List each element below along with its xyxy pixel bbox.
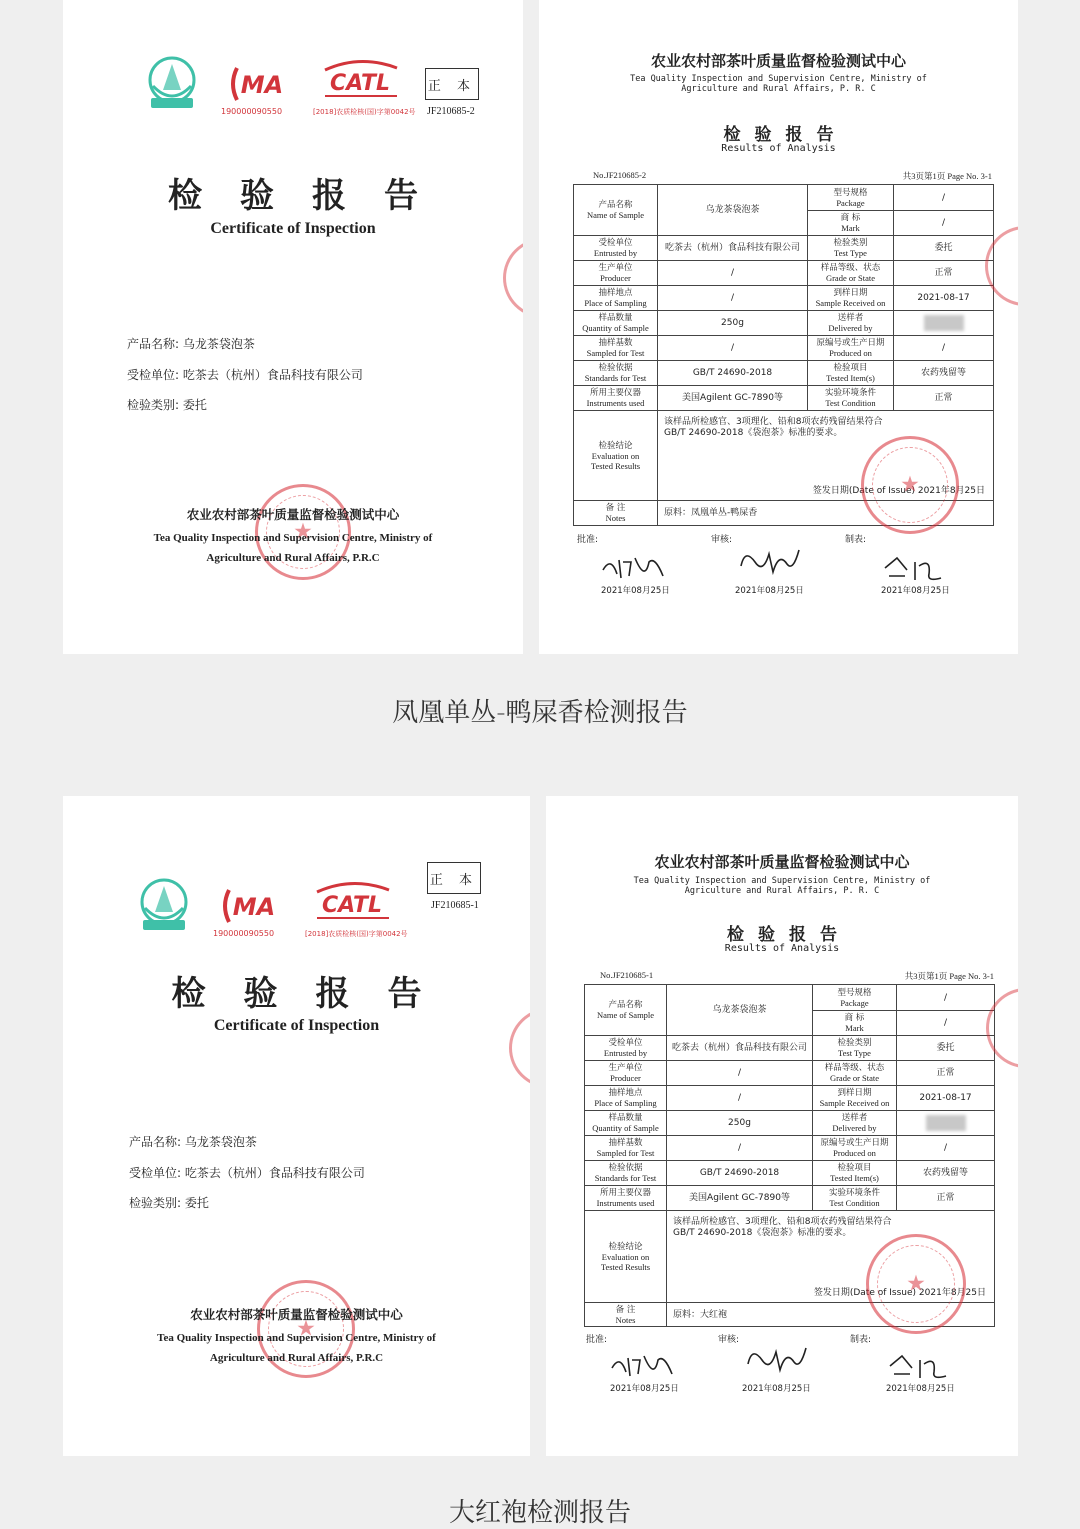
product-name-field: 产品名称: 乌龙茶袋泡茶 <box>129 1135 257 1149</box>
ma-letters: MA <box>240 71 284 99</box>
section-caption: 大红袍检测报告 <box>448 1498 631 1528</box>
report-pages: 共3页第1页 Page No. 3-1 <box>902 171 992 181</box>
value-quantity: 250g <box>658 311 808 336</box>
label-entrusted: 受检单位 Entrusted by <box>574 236 658 261</box>
ma-letters: MA <box>232 893 276 921</box>
signature-icon <box>742 1344 812 1374</box>
report-org-zh: 农业农村部茶叶质量监督检验测试中心 <box>650 52 906 70</box>
label-base: 抽样基数 Sampled for Test <box>574 336 658 361</box>
ma-number: 190000090550 <box>213 929 275 938</box>
report-org-zh: 农业农村部茶叶质量监督检验测试中心 <box>654 853 910 871</box>
label-grade: 样品等级、状态 Grade or State <box>808 261 894 286</box>
label-items: 检验项目 Tested Item(s) <box>808 361 894 386</box>
product-name-field: 产品名称: 乌龙茶袋泡茶 <box>127 337 255 351</box>
label-items: 检验项目 Tested Item(s) <box>813 1161 897 1186</box>
cover-title: 检验报告 <box>168 176 456 216</box>
value-condition: 正常 <box>894 386 994 411</box>
label-instruments: 所用主要仪器 Instruments used <box>585 1186 667 1211</box>
value-base: / <box>658 336 808 361</box>
value-name: 乌龙茶袋泡茶 <box>667 985 813 1036</box>
label-entrusted: 受检单位 Entrusted by <box>585 1036 667 1061</box>
value-package: / <box>894 185 994 211</box>
cover-subtitle: Certificate of Inspection <box>210 220 376 237</box>
signature-icon <box>608 1350 678 1380</box>
label-producer: 生产单位 Producer <box>585 1061 667 1086</box>
label-base: 抽样基数 Sampled for Test <box>585 1136 667 1161</box>
label-mark: 商 标 Mark <box>813 1011 897 1036</box>
test-type-field: 检验类别: 委托 <box>127 398 207 412</box>
report-title: 检验报告 <box>723 125 848 145</box>
label-name: 产品名称 Name of Sample <box>574 185 658 236</box>
label-received: 到样日期 Sample Received on <box>813 1086 897 1111</box>
report-org-en-2: Agriculture and Rural Affairs, P. R. C <box>684 886 880 896</box>
label-delivered: 送样者 Delivered by <box>813 1111 897 1136</box>
cover-page-2 <box>63 796 530 1456</box>
cma-logo-icon <box>227 62 297 106</box>
sign-date-make: 2021年08月25日 <box>881 586 950 596</box>
cover-org-en-1: Tea Quality Inspection and Supervision Centre, Ministry of <box>157 1332 436 1344</box>
conclusion-line-1: 该样品所检感官、3项理化、铅和8项农药残留结果符合 <box>673 1217 892 1227</box>
report-page-2 <box>546 796 1018 1456</box>
cover-page-1 <box>63 0 523 654</box>
catl-logo-icon <box>317 58 403 102</box>
label-produced: 原编号或生产日期 Produced on <box>813 1136 897 1161</box>
report-title-en: Results of Analysis <box>721 143 836 154</box>
value-grade: 正常 <box>894 261 994 286</box>
value-condition: 正常 <box>897 1186 995 1211</box>
sign-label-make: 制表: <box>845 535 867 545</box>
value-produced: / <box>894 336 994 361</box>
label-notes: 备 注 Notes <box>585 1303 667 1327</box>
original-stamp: 正 本 <box>425 68 479 100</box>
agri-quality-logo-icon <box>133 874 195 936</box>
cma-logo-icon <box>219 884 289 928</box>
catl-logo-icon <box>309 880 395 924</box>
report-no: No.JF210685-2 <box>593 170 647 180</box>
label-notes: 备 注 Notes <box>574 501 658 526</box>
entrusted-field: 受检单位: 吃茶去（杭州）食品科技有限公司 <box>127 368 363 382</box>
value-place: / <box>658 286 808 311</box>
report-org-en-1: Tea Quality Inspection and Supervision Centre, Ministry of <box>630 74 927 84</box>
value-package: / <box>897 985 995 1011</box>
value-standard: GB/T 24690-2018 <box>667 1161 813 1186</box>
report-no: No.JF210685-1 <box>600 970 654 980</box>
label-mark: 商 标 Mark <box>808 211 894 236</box>
conclusion-line-2: GB/T 24690-2018《袋泡茶》标准的要求。 <box>664 428 843 438</box>
sign-date-review: 2021年08月25日 <box>742 1384 811 1394</box>
sign-date-approve: 2021年08月25日 <box>610 1384 679 1394</box>
cover-title: 检验报告 <box>171 974 460 1014</box>
sign-date-approve: 2021年08月25日 <box>601 586 670 596</box>
label-package: 型号规格 Package <box>808 185 894 211</box>
value-test-type: 委托 <box>894 236 994 261</box>
label-quantity: 样品数量 Quantity of Sample <box>585 1111 667 1136</box>
cover-subtitle: Certificate of Inspection <box>213 1017 380 1034</box>
value-entrusted: 吃茶去（杭州）食品科技有限公司 <box>667 1036 813 1061</box>
report-number: JF210685-2 <box>427 106 475 117</box>
value-name: 乌龙茶袋泡茶 <box>658 185 808 236</box>
agri-quality-logo-icon <box>141 52 203 114</box>
value-produced: / <box>897 1136 995 1161</box>
report-page-1 <box>539 0 1018 654</box>
label-producer: 生产单位 Producer <box>574 261 658 286</box>
label-place: 抽样地点 Place of Sampling <box>585 1086 667 1111</box>
sign-date-make: 2021年08月25日 <box>886 1384 955 1394</box>
label-evaluation: 检验结论 Evaluation on Tested Results <box>574 411 658 501</box>
value-entrusted: 吃茶去（杭州）食品科技有限公司 <box>658 236 808 261</box>
sign-label-make: 制表: <box>850 1335 872 1345</box>
cover-org-en-2: Agriculture and Rural Affairs, P.R.C <box>209 1352 384 1364</box>
sign-label-approve: 批准: <box>586 1335 608 1345</box>
value-grade: 正常 <box>897 1061 995 1086</box>
cover-org-zh: 农业农村部茶叶质量监督检验测试中心 <box>186 507 400 522</box>
label-package: 型号规格 Package <box>813 985 897 1011</box>
conclusion-line-2: GB/T 24690-2018《袋泡茶》标准的要求。 <box>673 1228 852 1238</box>
label-grade: 样品等级、状态 Grade or State <box>813 1061 897 1086</box>
original-stamp: 正 本 <box>427 862 481 894</box>
label-test-type: 检验类别 Test Type <box>813 1036 897 1061</box>
report-pages: 共3页第1页 Page No. 3-1 <box>904 971 994 981</box>
sign-label-review: 审核: <box>718 1335 740 1345</box>
label-quantity: 样品数量 Quantity of Sample <box>574 311 658 336</box>
sign-label-review: 审核: <box>711 535 733 545</box>
issue-date: 签发日期(Date of Issue) 2021年8月25日 <box>813 1288 986 1298</box>
sign-label-approve: 批准: <box>577 535 599 545</box>
issue-date: 签发日期(Date of Issue) 2021年8月25日 <box>812 486 985 496</box>
label-test-type: 检验类别 Test Type <box>808 236 894 261</box>
value-notes: 原料：凤凰单丛-鸭屎香 <box>658 501 994 526</box>
value-mark: / <box>897 1011 995 1036</box>
label-evaluation: 检验结论 Evaluation on Tested Results <box>585 1211 667 1303</box>
value-base: / <box>667 1136 813 1161</box>
sign-date-review: 2021年08月25日 <box>735 586 804 596</box>
label-condition: 实验环境条件 Test Condition <box>813 1186 897 1211</box>
test-type-field: 检验类别: 委托 <box>129 1196 209 1210</box>
entrusted-field: 受检单位: 吃茶去（杭州）食品科技有限公司 <box>129 1166 365 1180</box>
value-items: 农药残留等 <box>894 361 994 386</box>
label-delivered: 送样者 Delivered by <box>808 311 894 336</box>
catl-number: [2018]农质检核(国)字第0042号 <box>305 930 408 938</box>
value-instruments: 美国Agilent GC-7890等 <box>667 1186 813 1211</box>
signature-icon <box>879 554 949 584</box>
report-title-en: Results of Analysis <box>724 943 840 954</box>
value-delivered-redacted <box>894 311 994 336</box>
conclusion-line-1: 该样品所检感官、3项理化、铅和8项农药残留结果符合 <box>664 417 883 427</box>
label-name: 产品名称 Name of Sample <box>585 985 667 1036</box>
value-standard: GB/T 24690-2018 <box>658 361 808 386</box>
red-seal-icon <box>861 436 959 534</box>
signature-icon <box>599 552 669 582</box>
label-produced: 原编号或生产日期 Produced on <box>808 336 894 361</box>
catl-letters: CATL <box>329 71 391 96</box>
signature-icon <box>735 546 805 576</box>
value-items: 农药残留等 <box>897 1161 995 1186</box>
edge-seal-icon <box>503 238 523 318</box>
signature-icon <box>884 1352 954 1382</box>
label-standard: 检验依据 Standards for Test <box>574 361 658 386</box>
ma-number: 190000090550 <box>221 107 283 116</box>
section-caption: 凤凰单丛-鸭屎香检测报告 <box>392 698 688 728</box>
cover-org-en-2: Agriculture and Rural Affairs, P.R.C <box>206 552 380 564</box>
report-title: 检验报告 <box>727 925 851 945</box>
value-producer: / <box>667 1061 813 1086</box>
label-condition: 实验环境条件 Test Condition <box>808 386 894 411</box>
value-delivered-redacted <box>897 1111 995 1136</box>
value-quantity: 250g <box>667 1111 813 1136</box>
label-instruments: 所用主要仪器 Instruments used <box>574 386 658 411</box>
value-producer: / <box>658 261 808 286</box>
cover-org-en-1: Tea Quality Inspection and Supervision Centre, Ministry of <box>153 532 433 544</box>
report-number: JF210685-1 <box>431 900 479 911</box>
value-received: 2021-08-17 <box>894 286 994 311</box>
value-mark: / <box>894 211 994 236</box>
value-place: / <box>667 1086 813 1111</box>
label-received: 到样日期 Sample Received on <box>808 286 894 311</box>
label-standard: 检验依据 Standards for Test <box>585 1161 667 1186</box>
catl-letters: CATL <box>321 893 383 918</box>
catl-number: [2018]农质检核(国)字第0042号 <box>313 108 416 116</box>
report-org-en-1: Tea Quality Inspection and Supervision Centre, Ministry of <box>633 876 931 886</box>
value-test-type: 委托 <box>897 1036 995 1061</box>
report-org-en-2: Agriculture and Rural Affairs, P. R. C <box>681 84 876 94</box>
value-notes: 原料：大红袍 <box>667 1303 995 1327</box>
red-seal-icon <box>866 1234 966 1334</box>
cover-org-zh: 农业农村部茶叶质量监督检验测试中心 <box>190 1307 403 1322</box>
value-instruments: 美国Agilent GC-7890等 <box>658 386 808 411</box>
value-received: 2021-08-17 <box>897 1086 995 1111</box>
label-place: 抽样地点 Place of Sampling <box>574 286 658 311</box>
